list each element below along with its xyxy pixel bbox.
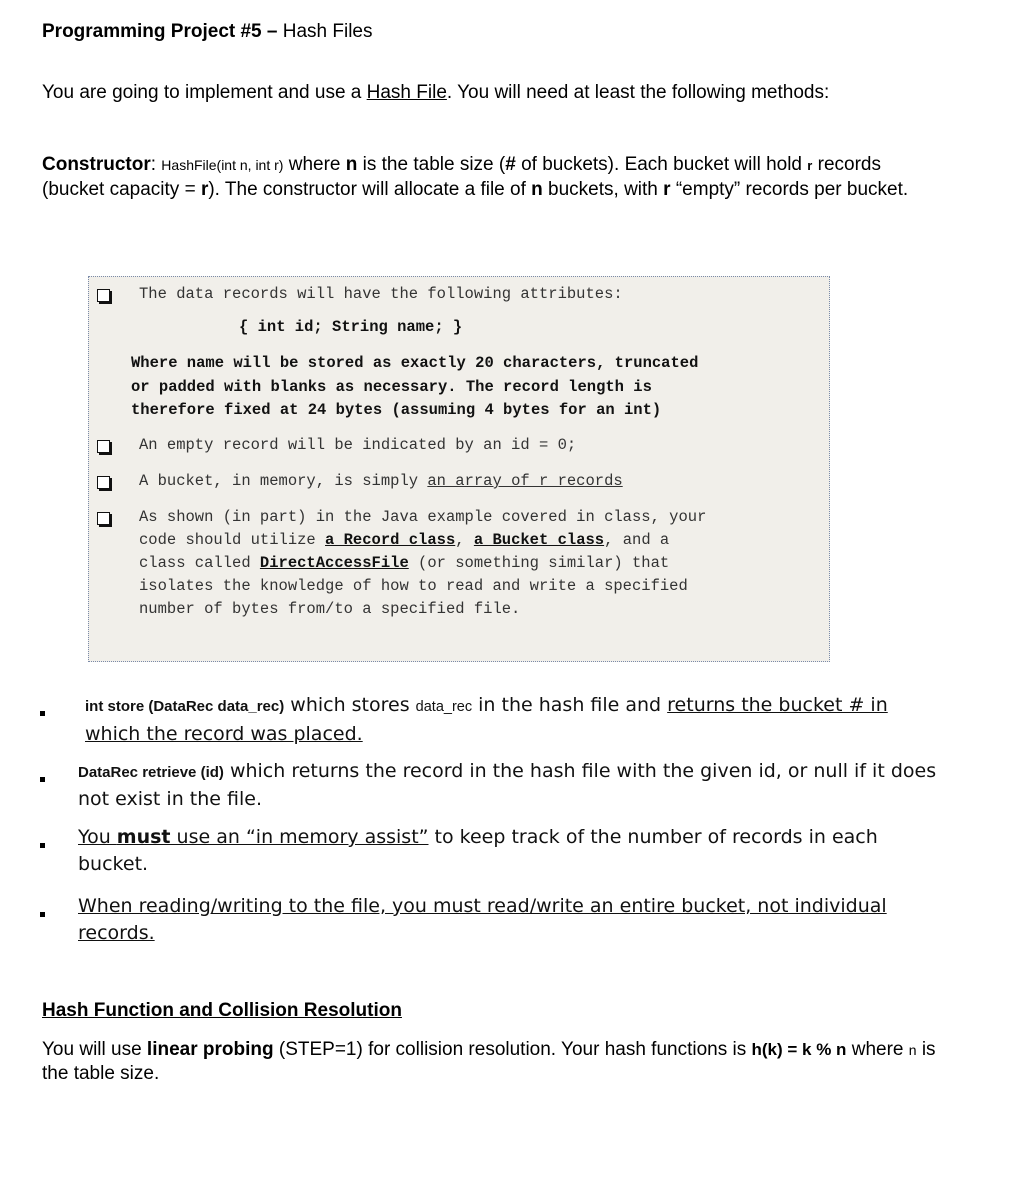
bullet-underlined: returns the bucket # in which the record was placed. [85, 694, 888, 745]
hash-function-paragraph [42, 1038, 942, 1086]
bullet-icon [40, 912, 45, 917]
data-rec-arg: data_rec [415, 699, 473, 715]
title-rest: Hash Files [277, 21, 373, 42]
ctor-hash: # [505, 154, 516, 175]
retrieve-signature: DataRec retrieve (id) [78, 764, 224, 781]
checkbox-bullet-icon [97, 512, 110, 525]
para-text: (STEP=1) for collision resolution. Your hash functions is [273, 1039, 752, 1060]
item4-line [139, 529, 819, 552]
bucket-class: a Bucket class [473, 531, 605, 549]
intro-text-end: . You will need at least the following methods: [446, 82, 830, 103]
item4-line [139, 552, 819, 575]
item4-text: , [455, 531, 474, 549]
must-emphasis: must [116, 826, 171, 848]
section-heading: Hash Function and Collision Resolution [42, 1000, 402, 1021]
bullet-icon [40, 843, 45, 848]
item4-text: , and a [604, 531, 670, 549]
note-line: therefore fixed at 24 bytes (assuming 4 bytes for an int) [131, 401, 662, 419]
ctor-n: n [531, 179, 543, 200]
bullet-underlined: When reading/writing to the file, you must read/write an entire bucket, not individual records. [78, 895, 887, 944]
para-text: is the table size. [42, 1039, 936, 1084]
constructor-label: Constructor [42, 154, 151, 175]
linear-probing: linear probing [146, 1039, 274, 1060]
item4-line: As shown (in part) in the Java example covered in class, your [139, 508, 707, 526]
note-line: or padded with blanks as necessary. The record length is [131, 377, 652, 396]
constructor-signature: HashFile(int n, int r) [161, 157, 284, 173]
ctor-text: records (bucket capacity = [42, 154, 881, 200]
panel-item-text: The data records will have the following attributes: [139, 285, 623, 303]
item4-text: code should utilize [139, 531, 326, 549]
panel-item-text: An empty record will be indicated by an id = 0; [139, 436, 577, 454]
ctor-text: “empty” records per bucket. [670, 179, 909, 200]
ctor-text: buckets, with [542, 179, 664, 200]
ctor-text: where [283, 154, 346, 175]
item4-line: number of bytes from/to a specified file. [139, 600, 521, 618]
hash-formula: h(k) = k % n [751, 1040, 847, 1059]
direct-access-file-class: DirectAccessFile [259, 554, 409, 572]
bullet-text-part: in the hash file and [472, 694, 668, 716]
ctor-n: n [345, 154, 358, 175]
checkbox-bullet-icon [97, 476, 110, 489]
checkbox-bullet-icon [97, 289, 110, 302]
intro-paragraph [42, 82, 922, 104]
attributes-code: { int id; String name; } [239, 318, 463, 336]
item4-text: (or something similar) that [408, 554, 670, 572]
record-class: a Record class [325, 531, 456, 549]
bullet-text-part: to keep track of the number of records in each bucket. [78, 826, 878, 875]
bullet-underlined: use an “in memory assist” [170, 826, 429, 848]
bullet-icon [40, 777, 45, 782]
ctor-r: r [663, 179, 671, 200]
checkbox-bullet-icon [97, 440, 110, 453]
bullet-text [78, 824, 938, 878]
ctor-text: of buckets). Each bucket will hold [515, 154, 808, 175]
bullet-text [85, 692, 905, 748]
bullet-text [78, 893, 938, 947]
panel-item-text [139, 470, 819, 493]
bullet-icon [40, 711, 45, 716]
bullet-text [78, 758, 938, 813]
ctor-text: ). The constructor will allocate a file of [208, 179, 532, 200]
store-signature: int store (DataRec data_rec) [85, 698, 285, 715]
ctor-r: r [807, 158, 813, 173]
item3-underlined: an array of r records [427, 472, 623, 490]
note-line: Where name will be stored as exactly 20 characters, truncated [131, 354, 699, 372]
para-text: You will use [42, 1039, 147, 1060]
item4-line: isolates the knowledge of how to read and write a specified [139, 577, 688, 595]
constructor-paragraph [42, 153, 942, 202]
hash-file-link: Hash File [366, 82, 447, 103]
ctor-r: r [200, 179, 209, 200]
bullet-text-part: which stores [284, 694, 416, 716]
page-title [42, 20, 373, 44]
para-text: where [846, 1039, 909, 1060]
item4-text: class called [139, 554, 260, 572]
para-n: n [908, 1042, 917, 1058]
bullet-underlined: You [78, 826, 117, 848]
intro-text: You are going to implement and use a [42, 82, 367, 103]
record-spec-panel [88, 276, 830, 662]
title-bold: Programming Project #5 – [42, 21, 278, 42]
ctor-text: is the table size ( [357, 154, 506, 175]
bullet-text-part: which returns the record in the hash file with the given id, or null if it does not exist in the file. [78, 760, 937, 810]
constructor-colon: : [150, 154, 162, 175]
item3-text: A bucket, in memory, is simply [139, 472, 428, 490]
